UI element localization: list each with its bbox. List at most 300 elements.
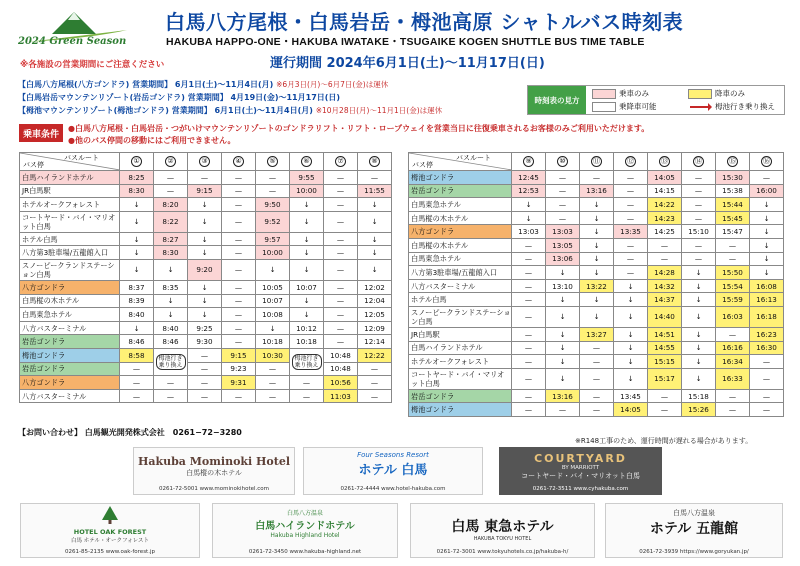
time-cell: 10:18 <box>256 335 290 349</box>
table-row <box>409 403 784 417</box>
legend-transfer: 栂池行き乗り換え <box>688 101 775 112</box>
time-cell: ↓ <box>682 355 716 369</box>
time-cell: 15:47 <box>716 225 750 239</box>
time-cell: ↓ <box>580 266 614 280</box>
stop-name: 白馬樅の木ホテル <box>20 294 120 308</box>
time-cell: — <box>614 171 648 185</box>
time-cell: — <box>546 198 580 212</box>
legend-title: 時刻表の見方 <box>528 86 586 114</box>
time-cell: ↓ <box>580 211 614 225</box>
time-cell: 16:08 <box>750 279 784 293</box>
time-cell: ↓ <box>290 294 324 308</box>
time-cell: ↓ <box>750 266 784 280</box>
time-cell: ↓ <box>614 279 648 293</box>
time-cell: — <box>324 171 358 185</box>
time-cell: — <box>512 355 546 369</box>
time-cell: 15:10 <box>682 225 716 239</box>
time-cell: 13:16 <box>580 184 614 198</box>
time-cell: — <box>324 308 358 322</box>
route-header: ⑫ <box>614 153 648 171</box>
ad-hotel-oak-forest: HOTEL OAK FOREST 白馬 ホテル・オークフォレスト 0261-85-2135 www.oak-forest.jp <box>20 503 200 558</box>
legend <box>527 85 785 115</box>
time-cell: 10:12 <box>290 321 324 335</box>
time-cell: 8:40 <box>154 321 188 335</box>
time-cell: 16:16 <box>716 341 750 355</box>
time-cell: 15:17 <box>648 368 682 389</box>
time-cell: ↓ <box>358 232 392 246</box>
operation-line-tsugaike: 【栂池マウンテンリゾート(栂池ゴンドラ) 営業期間】 6月1日(土)～11月4日(月) ※10月28日(月)～11月1日(金)は運休 <box>18 106 443 115</box>
transfer-note: 栂池行き乗り換え <box>156 354 186 370</box>
route-header: ⑪ <box>580 153 614 171</box>
time-cell: — <box>682 171 716 185</box>
stop-name: コートヤード・バイ・マリオット白馬 <box>20 211 120 232</box>
time-cell: 15:30 <box>716 171 750 185</box>
stop-name: ホテルオークフォレスト <box>409 355 512 369</box>
time-cell: 14:25 <box>648 225 682 239</box>
table-row <box>409 252 784 266</box>
time-cell: — <box>358 376 392 390</box>
time-cell: 8:46 <box>154 335 188 349</box>
time-cell: 15:45 <box>716 211 750 225</box>
route-header: ⑨ <box>512 153 546 171</box>
time-cell: ↓ <box>750 198 784 212</box>
time-cell: — <box>324 232 358 246</box>
time-cell: ↓ <box>750 238 784 252</box>
time-cell: ↓ <box>512 211 546 225</box>
time-cell: — <box>256 389 290 403</box>
time-cell: ↓ <box>120 321 154 335</box>
time-cell: — <box>648 403 682 417</box>
time-cell: 15:50 <box>716 266 750 280</box>
table-row <box>20 211 392 232</box>
time-cell: — <box>154 376 188 390</box>
stop-name: 白馬東急ホテル <box>20 308 120 322</box>
time-cell: ↓ <box>682 279 716 293</box>
stop-name: 白馬ハイランドホテル <box>409 341 512 355</box>
route-header: ⑭ <box>682 153 716 171</box>
route-header: ⑥ <box>290 153 324 171</box>
time-cell: ↓ <box>188 211 222 232</box>
page-title: 白馬八方尾根・白馬岩岳・栂池高原 シャトルバス時刻表 <box>165 10 684 34</box>
time-cell: — <box>716 389 750 403</box>
stop-name: JR白馬駅 <box>409 327 512 341</box>
time-cell: — <box>716 403 750 417</box>
time-cell: — <box>648 252 682 266</box>
timetable-right <box>408 152 784 417</box>
time-cell: — <box>324 198 358 212</box>
time-cell: ↓ <box>188 308 222 322</box>
time-cell: 10:48 <box>324 348 358 362</box>
time-cell: — <box>222 335 256 349</box>
stop-name: 八方バスターミナル <box>20 321 120 335</box>
time-cell: — <box>222 211 256 232</box>
route-header: ① <box>120 153 154 171</box>
route-header: ⑧ <box>358 153 392 171</box>
time-cell: 14:22 <box>648 198 682 212</box>
time-cell: — <box>358 171 392 185</box>
time-cell: — <box>222 246 256 260</box>
tree-logo-icon <box>100 506 120 524</box>
time-cell: ↓ <box>358 198 392 212</box>
time-cell: — <box>324 321 358 335</box>
time-cell: 9:15 <box>188 184 222 198</box>
time-cell: — <box>614 184 648 198</box>
time-cell: — <box>512 293 546 307</box>
time-cell: 12:14 <box>358 335 392 349</box>
time-cell: ↓ <box>750 225 784 239</box>
timetable-left <box>19 152 392 403</box>
stop-name: 白馬東急ホテル <box>409 252 512 266</box>
time-cell: ↓ <box>614 306 648 327</box>
time-cell: 13:05 <box>546 238 580 252</box>
time-cell: 10:05 <box>256 280 290 294</box>
page-subtitle: HAKUBA HAPPO-ONE・HAKUBA IWATAKE・TSUGAIKE KOGEN SHUTTLE BUS TIME TABLE <box>166 36 645 48</box>
time-cell: 10:56 <box>324 376 358 390</box>
time-cell: ↓ <box>580 252 614 266</box>
time-cell: — <box>614 198 648 212</box>
time-cell: — <box>546 403 580 417</box>
time-cell: 9:15 <box>222 348 256 362</box>
time-cell: 13:10 <box>546 279 580 293</box>
time-cell: — <box>682 198 716 212</box>
time-cell: ↓ <box>290 198 324 212</box>
table-row <box>20 259 392 280</box>
stop-name: 岩岳ゴンドラ <box>409 184 512 198</box>
time-cell: ↓ <box>120 259 154 280</box>
time-cell: 16:23 <box>750 327 784 341</box>
time-cell: — <box>324 335 358 349</box>
time-cell: — <box>512 266 546 280</box>
stop-name: 八方ゴンドラ <box>20 376 120 390</box>
time-cell: 14:40 <box>648 306 682 327</box>
stop-name: 八方ゴンドラ <box>409 225 512 239</box>
operation-period <box>270 52 545 71</box>
time-cell: — <box>648 389 682 403</box>
time-cell: — <box>512 279 546 293</box>
time-cell: — <box>512 252 546 266</box>
stop-name: 白馬ハイランドホテル <box>20 171 120 185</box>
period-label: 運行期間 <box>270 56 323 71</box>
time-cell: 13:16 <box>546 389 580 403</box>
time-cell: 15:59 <box>716 293 750 307</box>
time-cell: — <box>154 171 188 185</box>
time-cell: ↓ <box>358 211 392 232</box>
time-cell: — <box>716 327 750 341</box>
route-header: ⑬ <box>648 153 682 171</box>
transfer-arrow-icon <box>688 102 712 112</box>
time-cell: — <box>188 348 222 362</box>
time-cell: 9:52 <box>256 211 290 232</box>
stop-name: 八方第3駐車場/五龍館入口 <box>409 266 512 280</box>
stop-name: 栂池ゴンドラ <box>409 403 512 417</box>
table-row <box>409 198 784 212</box>
time-cell: 9:23 <box>222 362 256 376</box>
time-cell: — <box>512 403 546 417</box>
time-cell: — <box>120 376 154 390</box>
table-row <box>409 171 784 185</box>
time-cell: ↓ <box>580 238 614 252</box>
time-cell: ↓ <box>290 232 324 246</box>
table-row <box>409 225 784 239</box>
time-cell: 16:00 <box>750 184 784 198</box>
time-cell: 10:48 <box>324 362 358 376</box>
time-cell: — <box>256 362 290 376</box>
time-cell: 12:09 <box>358 321 392 335</box>
time-cell: ↓ <box>188 198 222 212</box>
time-cell: — <box>750 368 784 389</box>
stop-name: 八方バスターミナル <box>20 389 120 403</box>
table-row <box>409 368 784 389</box>
time-cell: 14:05 <box>648 171 682 185</box>
time-cell: ↓ <box>682 341 716 355</box>
time-cell: ↓ <box>750 211 784 225</box>
time-cell <box>290 348 324 375</box>
time-cell: ↓ <box>154 308 188 322</box>
time-cell: — <box>580 341 614 355</box>
time-cell: 9:57 <box>256 232 290 246</box>
stop-name: JR白馬駅 <box>20 184 120 198</box>
legend-both: 乗降車可能 <box>592 101 657 112</box>
stop-name: スノーピークランドステーション白馬 <box>409 306 512 327</box>
table-header-corner: バスルート バス停 <box>20 153 120 171</box>
time-cell: ↓ <box>546 306 580 327</box>
time-cell: 14:32 <box>648 279 682 293</box>
route-header: ⑤ <box>256 153 290 171</box>
time-cell: 15:18 <box>682 389 716 403</box>
time-cell: ↓ <box>188 280 222 294</box>
time-cell: ↓ <box>358 246 392 260</box>
time-cell: ↓ <box>290 259 324 280</box>
time-cell: ↓ <box>682 306 716 327</box>
ad-hakuba-tokyu-hotel: 白馬 東急ホテル HAKUBA TOKYU HOTEL 0261-72-3001 www.tokyuhotels.co.jp/hakuba-h/ <box>410 503 595 558</box>
time-cell: 13:22 <box>580 279 614 293</box>
time-cell: — <box>648 238 682 252</box>
time-cell: 12:22 <box>358 348 392 362</box>
time-cell: — <box>324 246 358 260</box>
time-cell: — <box>682 238 716 252</box>
stop-name: 白馬樅の木ホテル <box>409 238 512 252</box>
stop-name: 栂池ゴンドラ <box>409 171 512 185</box>
table-row <box>20 321 392 335</box>
facility-notice: ※各施設の営業期間にご注意ください <box>20 60 165 70</box>
time-cell: — <box>750 171 784 185</box>
time-cell: — <box>324 280 358 294</box>
time-cell: ↓ <box>290 211 324 232</box>
stop-name: 八方第3駐車場/五龍館入口 <box>20 246 120 260</box>
operation-line-iwatake: 【白馬岩岳マウンテンリゾート(岩岳ゴンドラ) 営業期間】 4月19日(金)～11月17日(日) <box>18 93 341 102</box>
route-header: ⑦ <box>324 153 358 171</box>
table-row <box>20 246 392 260</box>
time-cell: — <box>222 294 256 308</box>
season-label: 2024 Green Season <box>18 36 127 47</box>
stop-name: 岩岳ゴンドラ <box>20 362 120 376</box>
time-cell: ↓ <box>188 294 222 308</box>
time-cell: 10:08 <box>256 308 290 322</box>
time-cell: — <box>324 184 358 198</box>
time-cell: ↓ <box>614 368 648 389</box>
time-cell: 10:07 <box>290 280 324 294</box>
time-cell: ↓ <box>120 232 154 246</box>
time-cell: 10:18 <box>290 335 324 349</box>
time-cell: 11:03 <box>324 389 358 403</box>
ad-mominoki-hotel: Hakuba Mominoki Hotel 白馬樅の木ホテル 0261-72-5001 www.mominokihotel.com <box>133 447 295 495</box>
table-row <box>20 171 392 185</box>
time-cell: — <box>614 266 648 280</box>
time-cell: ↓ <box>546 368 580 389</box>
time-cell: — <box>188 362 222 376</box>
ad-hotel-hakuba: Four Seasons Resort ホテル 白馬 0261-72-4444 www.hotel-hakuba.com <box>303 447 483 495</box>
stop-name: 八方バスターミナル <box>409 279 512 293</box>
time-cell: — <box>512 306 546 327</box>
time-cell: — <box>512 389 546 403</box>
time-cell: — <box>222 389 256 403</box>
conditions-label: 乗車条件 <box>19 124 63 142</box>
time-cell: — <box>682 252 716 266</box>
table-row <box>409 279 784 293</box>
time-cell: ↓ <box>290 308 324 322</box>
time-cell: — <box>120 362 154 376</box>
time-cell: ↓ <box>682 266 716 280</box>
route-header: ③ <box>188 153 222 171</box>
time-cell: — <box>188 171 222 185</box>
route-header: ④ <box>222 153 256 171</box>
time-cell: — <box>580 403 614 417</box>
time-cell: 8:20 <box>154 198 188 212</box>
stop-name: 八方ゴンドラ <box>20 280 120 294</box>
time-cell: — <box>580 355 614 369</box>
stop-name: コートヤード・バイ・マリオット白馬 <box>409 368 512 389</box>
time-cell: — <box>324 211 358 232</box>
time-cell: ↓ <box>256 321 290 335</box>
time-cell: 13:03 <box>512 225 546 239</box>
time-cell: 8:37 <box>120 280 154 294</box>
time-cell: — <box>290 376 324 390</box>
time-cell: 9:50 <box>256 198 290 212</box>
time-cell: ↓ <box>614 327 648 341</box>
time-cell: — <box>358 362 392 376</box>
table-row <box>409 211 784 225</box>
time-cell: 9:25 <box>188 321 222 335</box>
time-cell: 15:38 <box>716 184 750 198</box>
table-row <box>20 335 392 349</box>
table-row <box>20 389 392 403</box>
time-cell <box>154 348 188 375</box>
route-header: ⑯ <box>750 153 784 171</box>
time-cell: ↓ <box>188 246 222 260</box>
time-cell: ↓ <box>546 266 580 280</box>
time-cell: ↓ <box>580 293 614 307</box>
table-row <box>20 362 392 376</box>
time-cell: 15:54 <box>716 279 750 293</box>
time-cell: — <box>154 389 188 403</box>
time-cell: 12:53 <box>512 184 546 198</box>
time-cell: ↓ <box>682 368 716 389</box>
time-cell: — <box>120 389 154 403</box>
stop-name: ホテル白馬 <box>20 232 120 246</box>
time-cell: 14:37 <box>648 293 682 307</box>
time-cell: 13:35 <box>614 225 648 239</box>
time-cell: 8:25 <box>120 171 154 185</box>
time-cell: — <box>222 308 256 322</box>
stop-name: 栂池ゴンドラ <box>20 348 120 362</box>
time-cell: — <box>222 198 256 212</box>
time-cell: 10:00 <box>290 184 324 198</box>
time-cell: 15:26 <box>682 403 716 417</box>
time-cell: 12:05 <box>358 308 392 322</box>
time-cell: ↓ <box>358 259 392 280</box>
time-cell: — <box>716 238 750 252</box>
time-cell: 12:45 <box>512 171 546 185</box>
time-cell: — <box>682 211 716 225</box>
time-cell: ↓ <box>614 341 648 355</box>
conditions-line-2: ●他のバス停間の移動にはご利用できません。 <box>68 136 236 145</box>
time-cell: — <box>290 389 324 403</box>
time-cell: — <box>580 389 614 403</box>
time-cell: — <box>512 238 546 252</box>
time-cell: ↓ <box>546 341 580 355</box>
time-cell: 9:20 <box>188 259 222 280</box>
ad-hakuba-highland-hotel: 白馬八方温泉 白馬ハイランドホテル Hakuba Highland Hotel 0261-72-3450 www.hakuba-highland.net <box>212 503 398 558</box>
time-cell: 13:03 <box>546 225 580 239</box>
time-cell: — <box>256 376 290 390</box>
time-cell: 8:35 <box>154 280 188 294</box>
time-cell: — <box>580 368 614 389</box>
time-cell: — <box>324 294 358 308</box>
time-cell: 16:30 <box>750 341 784 355</box>
time-cell: ↓ <box>682 293 716 307</box>
route-header: ⑮ <box>716 153 750 171</box>
time-cell: ↓ <box>682 327 716 341</box>
time-cell: 16:13 <box>750 293 784 307</box>
time-cell: 10:07 <box>256 294 290 308</box>
time-cell: 8:39 <box>120 294 154 308</box>
time-cell: ↓ <box>154 294 188 308</box>
time-cell: ↓ <box>614 293 648 307</box>
time-cell: — <box>154 184 188 198</box>
table-row <box>20 308 392 322</box>
stop-name: ホテルオークフォレスト <box>20 198 120 212</box>
time-cell: — <box>614 211 648 225</box>
time-cell: — <box>222 171 256 185</box>
time-cell: — <box>222 232 256 246</box>
time-cell: ↓ <box>546 355 580 369</box>
footnote: ※R148工事のため、運行時間が遅れる場合があります。 <box>575 437 753 445</box>
table-row <box>409 389 784 403</box>
operation-line-happo: 【白馬八方尾根(八方ゴンドラ) 営業期間】 6月1日(土)～11月4日(月) ※6月3日(月)～6月7日(金)は運休 <box>18 80 389 89</box>
contact-info: 【お問い合わせ】 白馬観光開発株式会社 0261−72−3280 <box>18 428 242 437</box>
time-cell: — <box>222 280 256 294</box>
time-cell: — <box>750 355 784 369</box>
time-cell: ↓ <box>120 211 154 232</box>
time-cell: ↓ <box>546 327 580 341</box>
time-cell: — <box>188 389 222 403</box>
time-cell: — <box>512 368 546 389</box>
stop-name: ホテル白馬 <box>409 293 512 307</box>
time-cell: — <box>750 389 784 403</box>
legend-board-only: 乗車のみ <box>592 88 649 99</box>
time-cell: 8:27 <box>154 232 188 246</box>
route-header: ② <box>154 153 188 171</box>
table-row <box>409 306 784 327</box>
time-cell: — <box>222 259 256 280</box>
time-cell: ↓ <box>512 198 546 212</box>
table-row <box>409 341 784 355</box>
time-cell: — <box>188 376 222 390</box>
stop-name: 岩岳ゴンドラ <box>20 335 120 349</box>
time-cell: ↓ <box>290 246 324 260</box>
time-cell: 12:02 <box>358 280 392 294</box>
time-cell: 14:23 <box>648 211 682 225</box>
